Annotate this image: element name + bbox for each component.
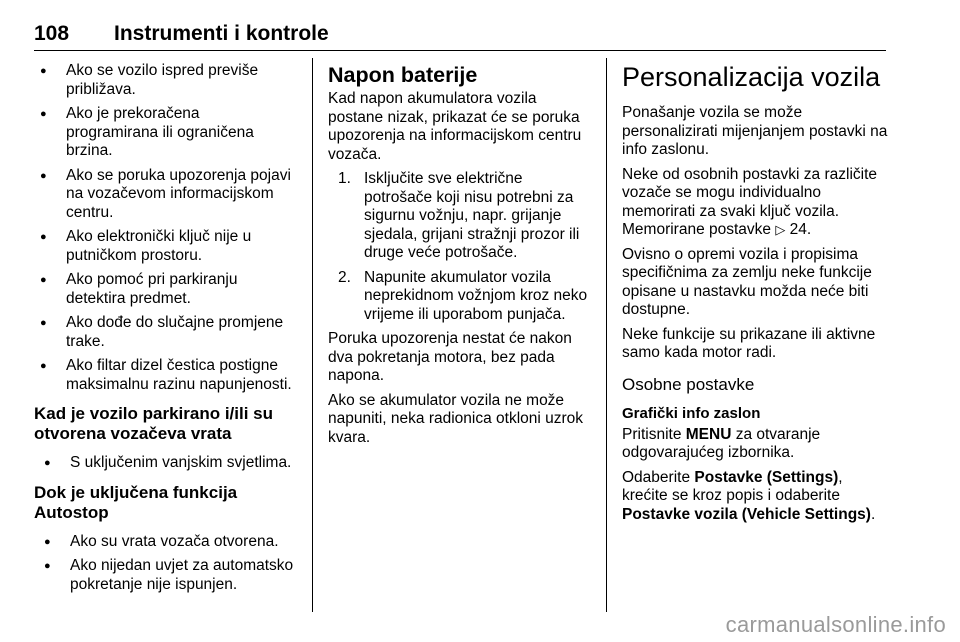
section-heading-battery: Napon baterije [328, 63, 478, 87]
page-number: 108 [34, 22, 70, 45]
paragraph-text: Odaberite [622, 468, 691, 486]
section-heading-autostop: Dok je uključena funkcija Autostop [34, 482, 238, 522]
column-middle [328, 62, 592, 453]
menu-key-label: MENU [685, 425, 732, 443]
vehicle-settings-label: Postavke vozila (Vehicle Settings) [622, 505, 871, 523]
list-item: ● S uključenim vanjskim svjetlima. [34, 454, 296, 473]
paragraph: Poruka upozorenja nestat će nakon dva pokretanja motora, bez pada napona. [328, 330, 572, 384]
column-divider-left [312, 58, 313, 612]
page-header [34, 20, 886, 51]
paragraph: Ako se akumulator vozila ne može napuniti, neka radionica otkloni uzrok kvara. [328, 391, 584, 446]
list-item: ● Ako pomoć pri parkiranju detektira predmet. [34, 271, 296, 308]
paragraph: Kad napon akumulatora vozila postane nizak, prikazat će se poruka upozorenja na informacijskom centru vozača. [328, 90, 582, 163]
paragraph [622, 166, 888, 240]
paragraph: Neke funkcije su prikazane ili aktivne samo kada motor radi. [622, 325, 876, 361]
list-item: ● Ako dođe do slučajne promjene trake. [34, 314, 296, 351]
paragraph [622, 426, 888, 463]
watermark: carmanualsonline.info [725, 612, 946, 637]
parked-conditions-list [34, 454, 296, 473]
page-reference-icon: ▷ [775, 222, 786, 237]
step-item [338, 170, 592, 263]
section-heading-personalization: Personalizacija vozila [622, 62, 881, 92]
list-item: ● Ako se poruka upozorenja pojavi na vozačevom informacijskom centru. [34, 167, 296, 223]
step-number: 2. [338, 268, 351, 286]
paragraph-text: za otvaranje odgovarajućeg izbornika. [622, 425, 821, 461]
section-heading-parked: Kad je vozilo parkirano i/ili su otvorena vozačeva vrata [34, 404, 274, 443]
autostop-conditions-list [34, 533, 296, 595]
chapter-title: Instrumenti i kontrole [114, 22, 329, 45]
list-item: ● Ako se vozilo ispred previše približava. [34, 62, 296, 99]
column-right [622, 62, 888, 530]
battery-steps-list [328, 170, 592, 324]
warning-conditions-list [34, 62, 296, 394]
list-item: ● Ako filtar dizel čestica postigne maksimalnu razinu napunjenosti. [34, 357, 296, 394]
list-item: ● Ako su vrata vozača otvorena. [34, 533, 296, 552]
paragraph-text: Pritisnite [622, 425, 682, 443]
paragraph-text: Neke od osobnih postavki za različite vozače se mogu individualno memorirati za svaki ključ vozila. Memorirane postavke [622, 165, 878, 238]
paragraph: Ponašanje vozila se može personalizirati mijenjanjem postavki na info zaslonu. [622, 104, 888, 158]
list-item: ● Ako je prekoračena programirana ili ograničena brzina. [34, 105, 296, 161]
subsubheading-graphic-display: Grafički info zaslon [622, 404, 761, 422]
step-number: 1. [338, 170, 351, 187]
paragraph-text: . [870, 505, 876, 523]
page-reference[interactable]: 24. [789, 221, 812, 238]
step-item [338, 269, 592, 325]
subheading-personal-settings: Osobne postavke [622, 374, 755, 394]
column-left [34, 62, 296, 600]
list-item: ● Ako nijedan uvjet za automatsko pokretanje nije ispunjen. [34, 557, 296, 594]
column-divider-right [606, 58, 607, 612]
list-item: ● Ako elektronički ključ nije u putničkom prostoru. [34, 228, 296, 265]
step-text: Napunite akumulator vozila neprekidnom vožnjom kroz neko vrijeme ili uporabom punjača. [364, 268, 588, 323]
paragraph: Ovisno o opremi vozila i propisima specifičnima za zemlju neke funkcije opisane u nastavku možda neće biti dostupne. [622, 245, 872, 318]
step-text: Isključite sve električne potrošače koji nisu potrebni za sigurnu vožnju, napr. grijanje sjedala, grijani stražnji prozor ili druge veće potrošače. [364, 170, 580, 261]
paragraph [622, 469, 888, 525]
settings-menu-label: Postavke (Settings) [694, 468, 839, 486]
paragraph-text: , krećite se kroz popis i odaberite [622, 468, 843, 504]
